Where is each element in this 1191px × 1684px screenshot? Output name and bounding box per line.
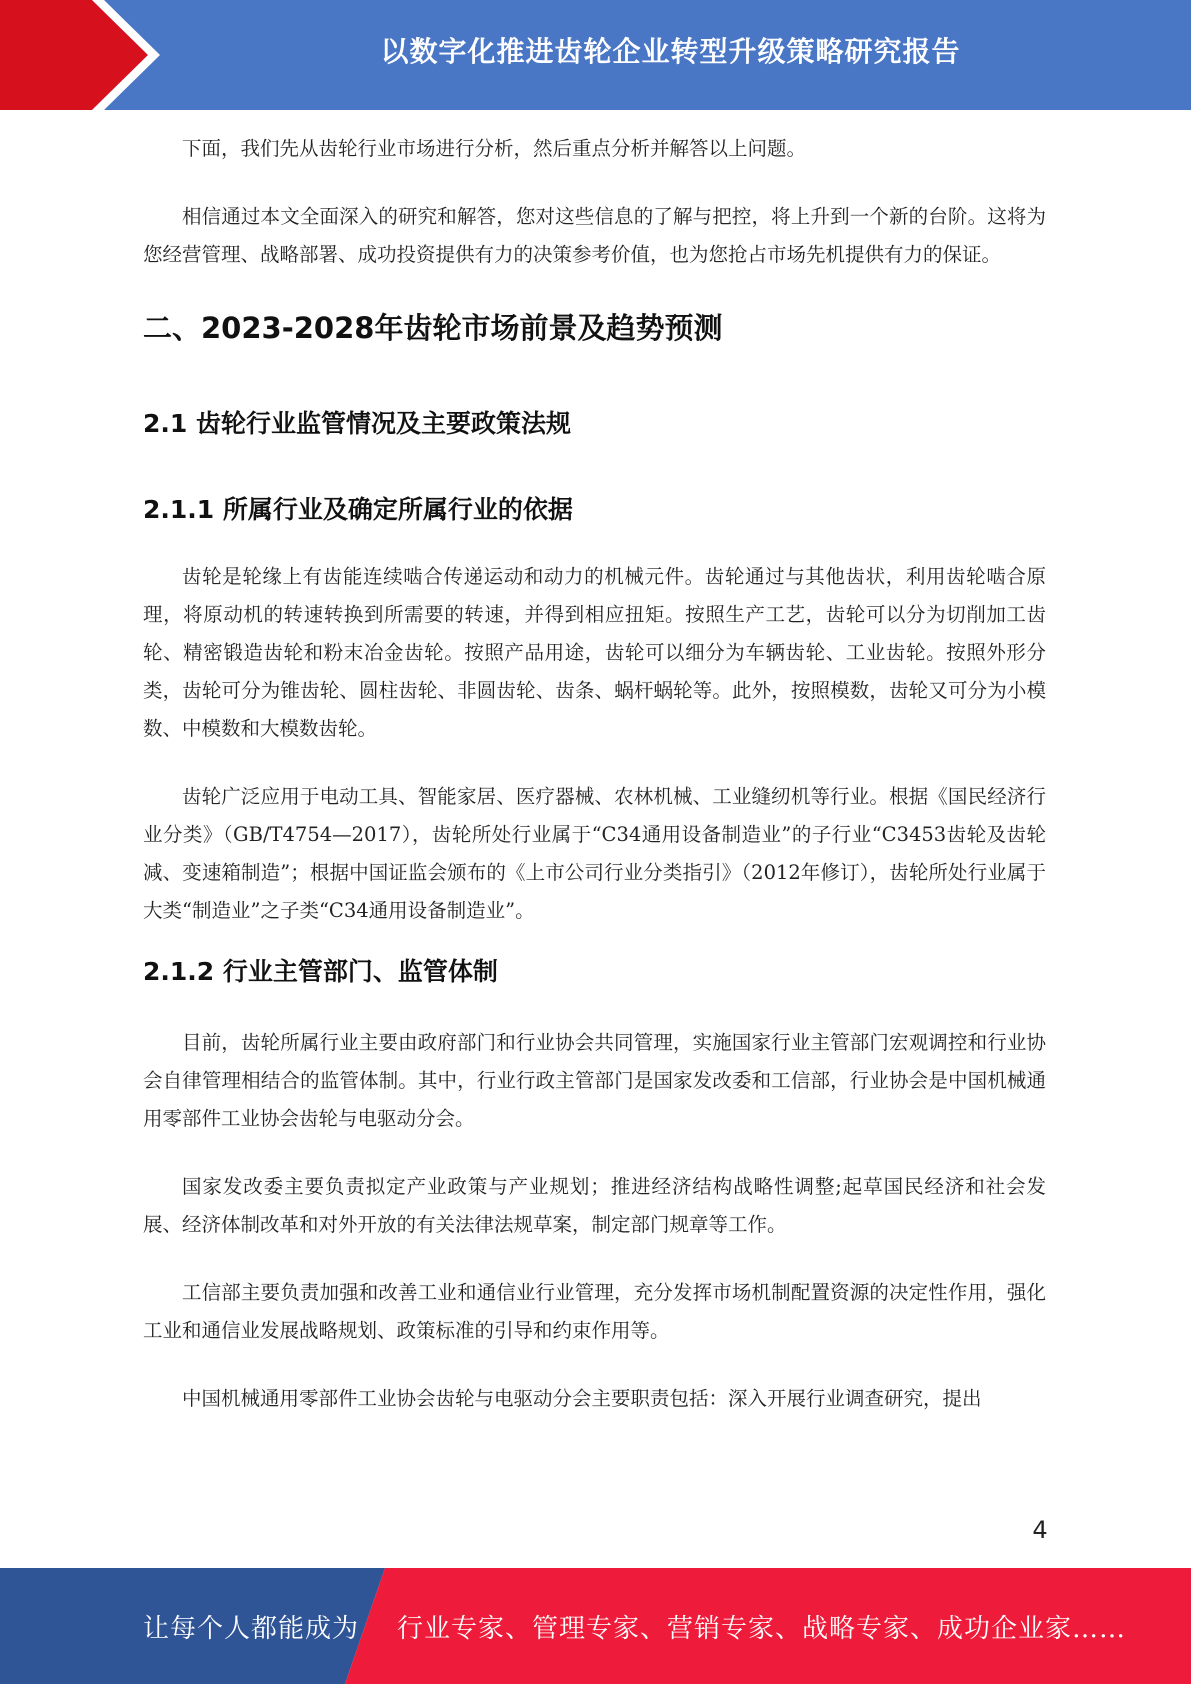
subsection-heading-2-1: 2.1 齿轮行业监管情况及主要政策法规 (143, 409, 571, 438)
footer-slogan-right: 行业专家、管理专家、营销专家、战略专家、成功企业家…… (397, 1613, 1127, 1644)
paragraph-gear-classification: 齿轮广泛应用于电动工具、智能家居、医疗器械、农林机械、工业缝纫机等行业。根据《国民经济行业分类》（GB/T4754—2017），齿轮所处行业属于“C34通用设备制造业”的子行业“C3453齿轮及齿轮减、变速箱制造”；根据中国证监会颁布的《上市公司行业分类指引》（2012年修订），齿轮所处行业属于大类“制造业”之子类“C34通用设备制造业”。 (143, 785, 1046, 922)
paragraph-association: 中国机械通用零部件工业协会齿轮与电驱动分会主要职责包括：深入开展行业调查研究，提出 (182, 1387, 982, 1410)
section-heading: 二、2023-2028年齿轮市场前景及趋势预测 (143, 311, 723, 345)
subsection-heading-2-1-1: 2.1.1 所属行业及确定所属行业的依据 (143, 495, 573, 524)
footer-band (0, 1568, 1191, 1684)
report-title: 以数字化推进齿轮企业转型升级策略研究报告 (380, 35, 961, 68)
paragraph-regulation: 目前，齿轮所属行业主要由政府部门和行业协会共同管理，实施国家行业主管部门宏观调控和行业协会自律管理相结合的监管体制。其中，行业行政主管部门是国家发改委和工信部，行业协会是中国机械通用零部件工业协会齿轮与电驱动分会。 (143, 1031, 1046, 1130)
paragraph-ndrc: 国家发改委主要负责拟定产业政策与产业规划；推进经济结构战略性调整;起草国民经济和社会发展、经济体制改革和对外开放的有关法律法规草案，制定部门规章等工作。 (143, 1175, 1046, 1236)
header-band (0, 0, 1191, 110)
subsection-heading-2-1-2: 2.1.2 行业主管部门、监管体制 (143, 957, 498, 986)
paragraph-intro: 下面，我们先从齿轮行业市场进行分析，然后重点分析并解答以上问题。 (182, 137, 807, 160)
paragraph-assurance: 相信通过本文全面深入的研究和解答，您对这些信息的了解与把控，将上升到一个新的台阶。这将为您经营管理、战略部署、成功投资提供有力的决策参考价值，也为您抢占市场先机提供有力的保证。 (143, 205, 1046, 266)
footer-slogan-left: 让每个人都能成为 (143, 1613, 360, 1644)
paragraph-miit: 工信部主要负责加强和改善工业和通信业行业管理，充分发挥市场机制配置资源的决定性作用，强化工业和通信业发展战略规划、政策标准的引导和约束作用等。 (143, 1281, 1046, 1342)
paragraph-gear-definition: 齿轮是轮缘上有齿能连续啮合传递运动和动力的机械元件。齿轮通过与其他齿状，利用齿轮啮合原理，将原动机的转速转换到所需要的转速，并得到相应扭矩。按照生产工艺，齿轮可以分为切削加工齿轮、精密锻造齿轮和粉末冶金齿轮。按照产品用途，齿轮可以细分为车辆齿轮、工业齿轮。按照外形分类，齿轮可分为锥齿轮、圆柱齿轮、非圆齿轮、齿条、蜗杆蜗轮等。此外，按照模数，齿轮又可分为小模数、中模数和大模数齿轮。 (143, 565, 1046, 740)
page-number: 4 (1032, 1516, 1048, 1544)
document-body (143, 130, 1046, 1418)
